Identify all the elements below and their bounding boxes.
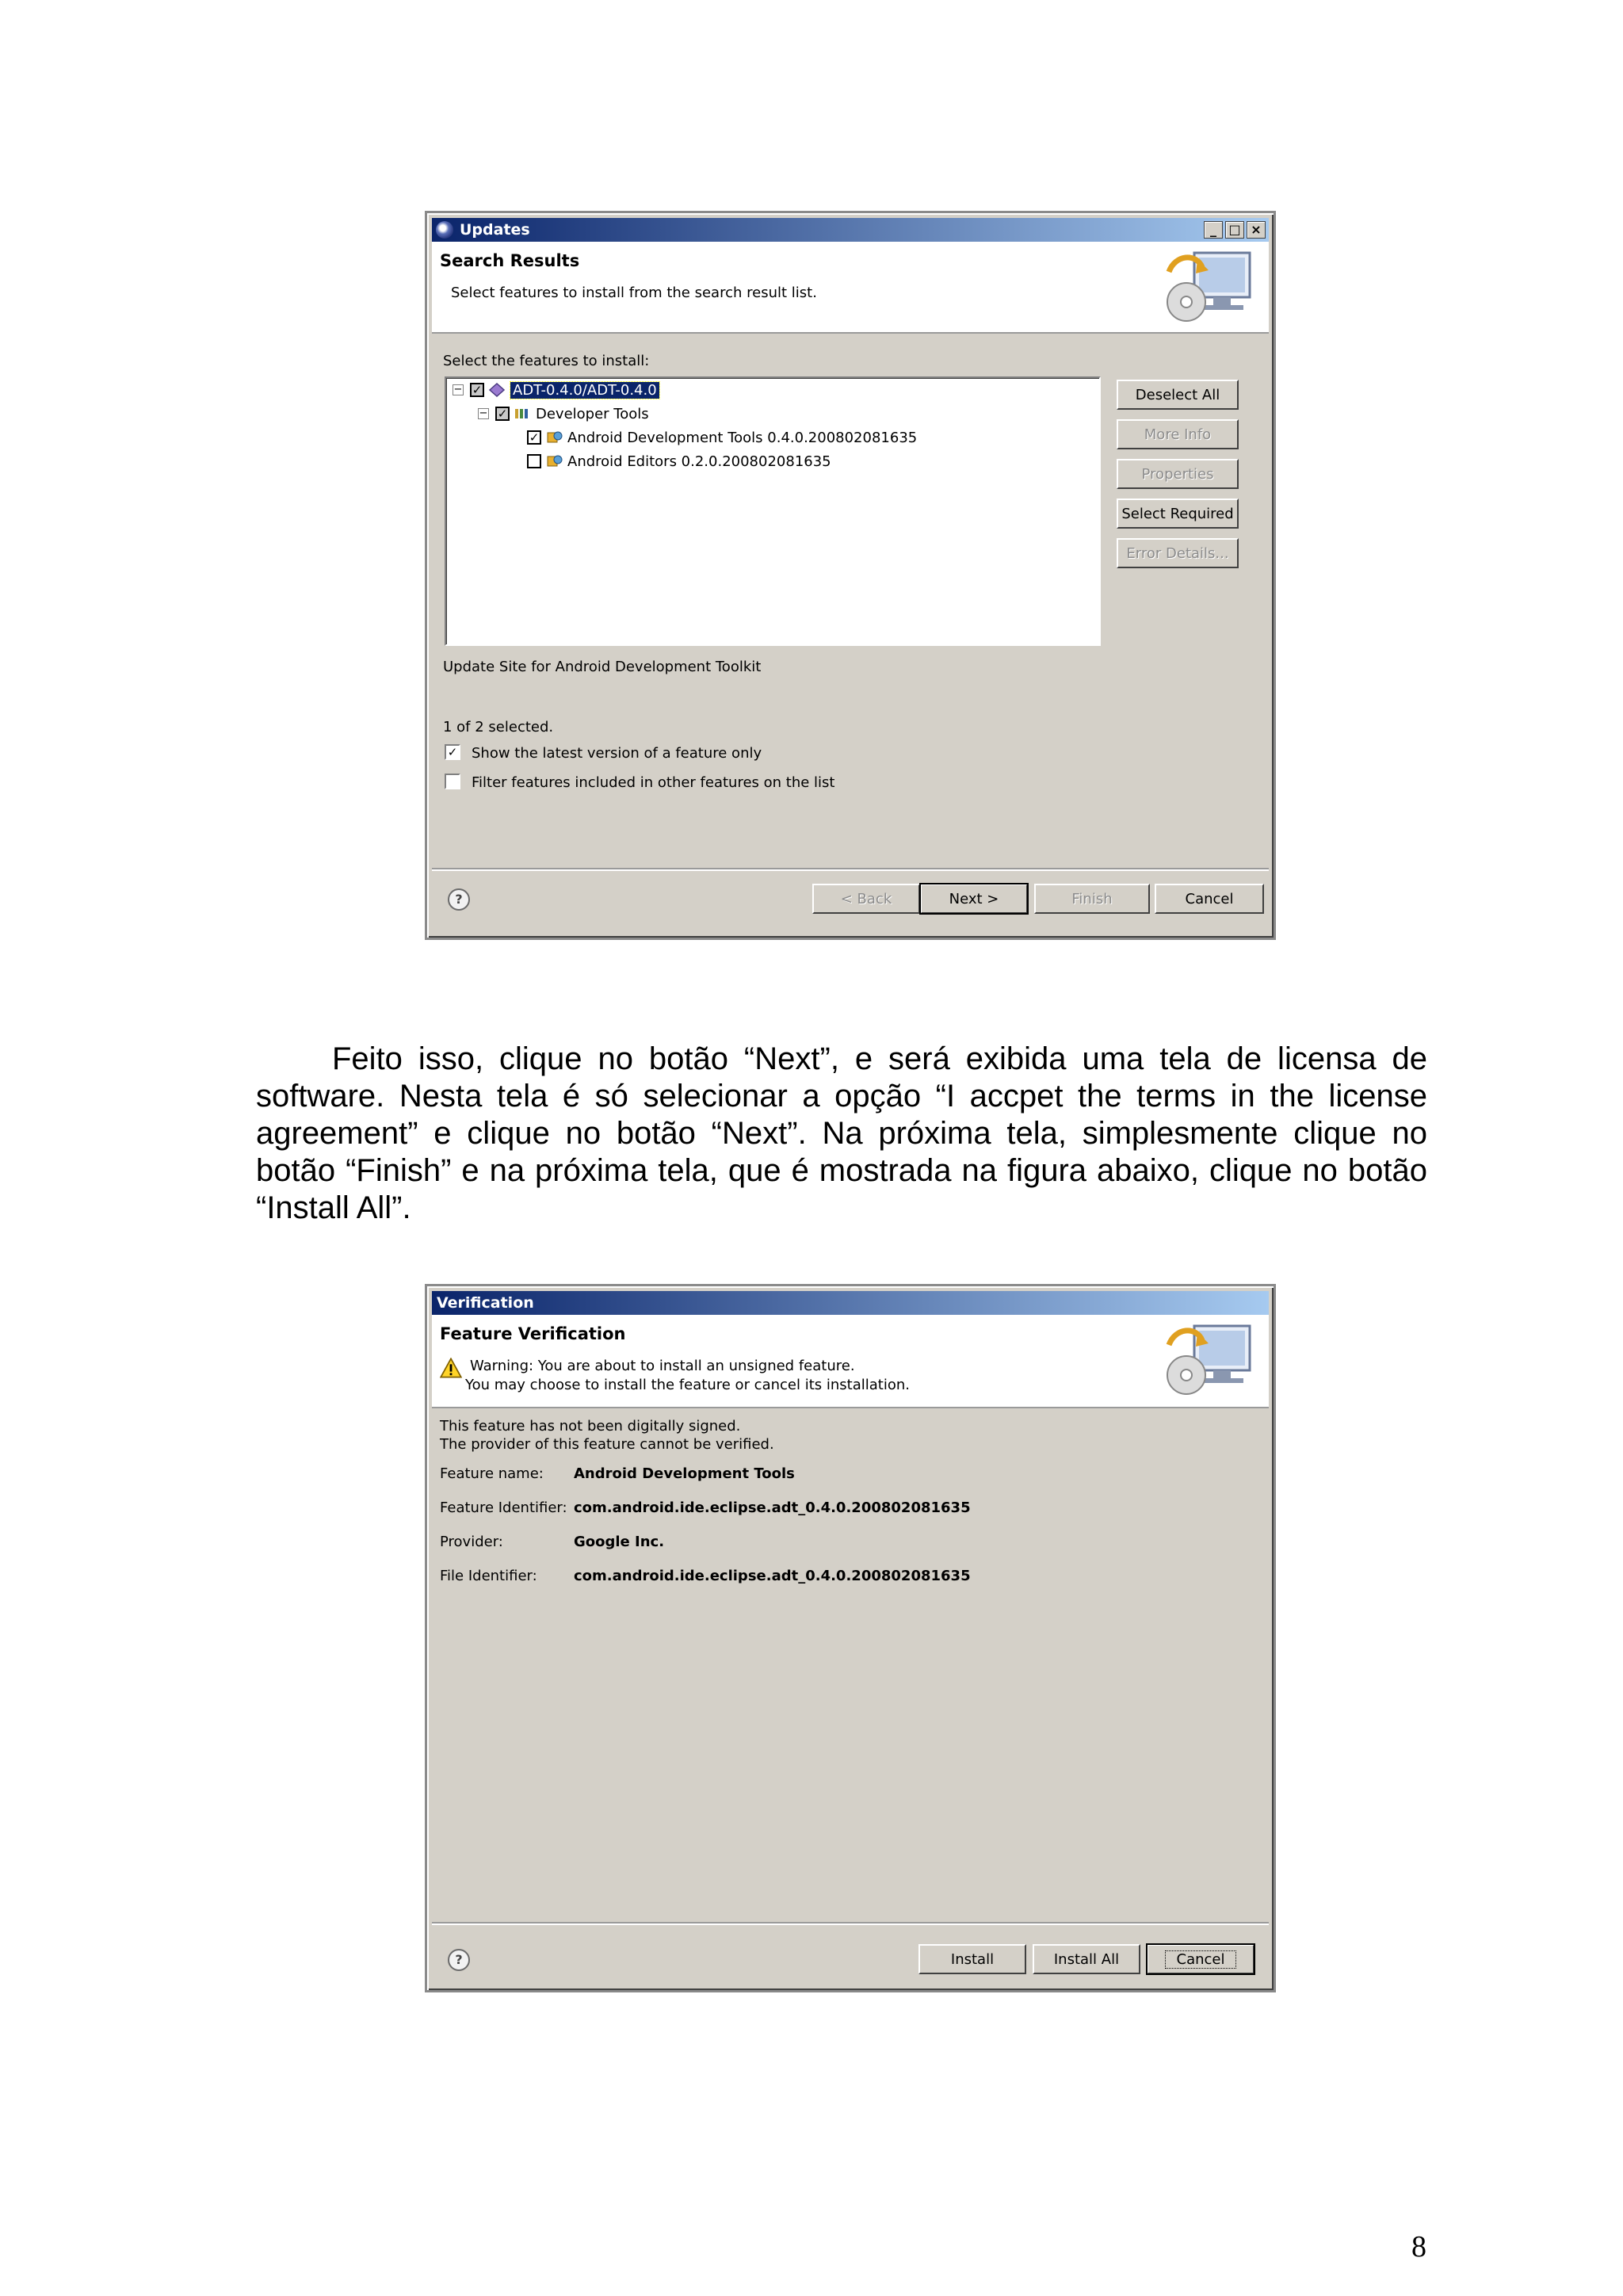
tree-item-label: ADT-0.4.0/ADT-0.4.0 (510, 382, 659, 399)
tree-item-developer-tools[interactable] (478, 403, 649, 424)
feature-identifier-value: com.android.ide.eclipse.adt_0.4.0.200802081635 (574, 1499, 971, 1516)
verification-titlebar[interactable] (432, 1291, 1269, 1315)
cancel-button[interactable]: Cancel (1155, 884, 1264, 914)
back-button[interactable]: < Back (812, 884, 920, 914)
tree-checkbox[interactable]: ✓ (527, 430, 541, 445)
error-details-button[interactable]: Error Details... (1117, 538, 1239, 568)
dialog-title: Updates (460, 221, 530, 239)
verification-dialog (425, 1284, 1276, 1992)
select-required-button[interactable]: Select Required (1117, 499, 1239, 529)
feature-tree[interactable] (445, 376, 1101, 646)
file-identifier-value: com.android.ide.eclipse.adt_0.4.0.200802081635 (574, 1568, 971, 1584)
eclipse-icon (436, 221, 453, 239)
site-description: Update Site for Android Development Toolkit (443, 659, 762, 675)
dialog-title: Verification (437, 1294, 534, 1312)
minimize-icon[interactable]: _ (1204, 221, 1223, 239)
maximize-icon[interactable]: □ (1225, 221, 1244, 239)
cancel-button[interactable]: Cancel (1147, 1944, 1254, 1974)
tree-checkbox[interactable]: ✓ (495, 407, 510, 421)
collapse-icon[interactable]: − (479, 407, 488, 419)
show-latest-checkbox[interactable]: ✓ (445, 744, 460, 760)
page-number: 8 (1411, 2230, 1426, 2264)
install-button[interactable]: Install (918, 1944, 1026, 1974)
close-icon[interactable]: × (1247, 221, 1266, 239)
header-title: Feature Verification (440, 1324, 626, 1343)
filter-features-label: Filter features included in other features on the list (472, 774, 835, 791)
tree-item-android-editors[interactable] (527, 451, 831, 472)
more-info-button[interactable]: More Info (1117, 419, 1239, 449)
filter-features-checkbox[interactable] (445, 774, 460, 789)
plugin-icon (545, 430, 563, 445)
plugin-icon (545, 453, 563, 469)
button-bar-separator (432, 1922, 1269, 1925)
tree-item-adt[interactable] (453, 380, 659, 400)
install-all-button[interactable]: Install All (1033, 1944, 1140, 1974)
properties-button[interactable]: Properties (1117, 459, 1239, 489)
tree-item-label: Android Editors 0.2.0.200802081635 (567, 453, 831, 470)
help-icon[interactable]: ? (448, 1949, 470, 1971)
show-latest-label: Show the latest version of a feature only (472, 745, 762, 762)
wizard-header (432, 242, 1269, 334)
collapse-icon[interactable]: − (453, 384, 463, 395)
install-wizard-icon (1161, 248, 1254, 326)
tree-checkbox[interactable] (527, 454, 541, 468)
tree-item-android-dev-tools[interactable] (527, 427, 917, 448)
install-wizard-icon (1161, 1321, 1254, 1399)
updates-titlebar[interactable] (432, 218, 1269, 242)
info-line: This feature has not been digitally signed. (440, 1418, 741, 1435)
info-line: The provider of this feature cannot be verified. (440, 1436, 774, 1453)
finish-button[interactable]: Finish (1034, 884, 1150, 914)
warning-message: Warning: You are about to install an unsigned feature. (470, 1358, 855, 1374)
file-identifier-label: File Identifier: (440, 1568, 537, 1584)
header-message: Select features to install from the search result list. (451, 285, 817, 301)
feature-identifier-label: Feature Identifier: (440, 1499, 567, 1516)
button-bar-separator (432, 868, 1269, 871)
tree-item-label: Developer Tools (536, 405, 649, 422)
warning-message-2: You may choose to install the feature or cancel its installation. (465, 1377, 910, 1393)
wizard-header (432, 1315, 1269, 1408)
site-icon (488, 382, 506, 398)
updates-dialog (425, 211, 1276, 940)
provider-value: Google Inc. (574, 1534, 665, 1550)
help-icon[interactable]: ? (448, 888, 470, 911)
warning-icon (440, 1358, 462, 1378)
next-button[interactable]: Next > (920, 884, 1028, 914)
feature-name-label: Feature name: (440, 1465, 544, 1482)
selection-count: 1 of 2 selected. (443, 719, 554, 735)
instruction-paragraph: Feito isso, clique no botão “Next”, e será exibida uma tela de licensa de software. Nesta tela é só selecionar a opção “I accpet the terms in the license agreement” e clique no botão “Next”. Na próxima tela, simplesmente clique no botão “Finish” e na próxima tela, que é mostrada na figura abaixo, clique no botão “Install All”. (256, 1041, 1427, 1225)
tree-checkbox[interactable]: ✓ (470, 383, 484, 397)
header-title: Search Results (440, 251, 580, 270)
feature-name-value: Android Development Tools (574, 1465, 795, 1482)
tree-label: Select the features to install: (443, 353, 650, 369)
category-icon (514, 406, 531, 422)
deselect-all-button[interactable]: Deselect All (1117, 380, 1239, 410)
provider-label: Provider: (440, 1534, 503, 1550)
tree-item-label: Android Development Tools 0.4.0.200802081635 (567, 429, 918, 446)
